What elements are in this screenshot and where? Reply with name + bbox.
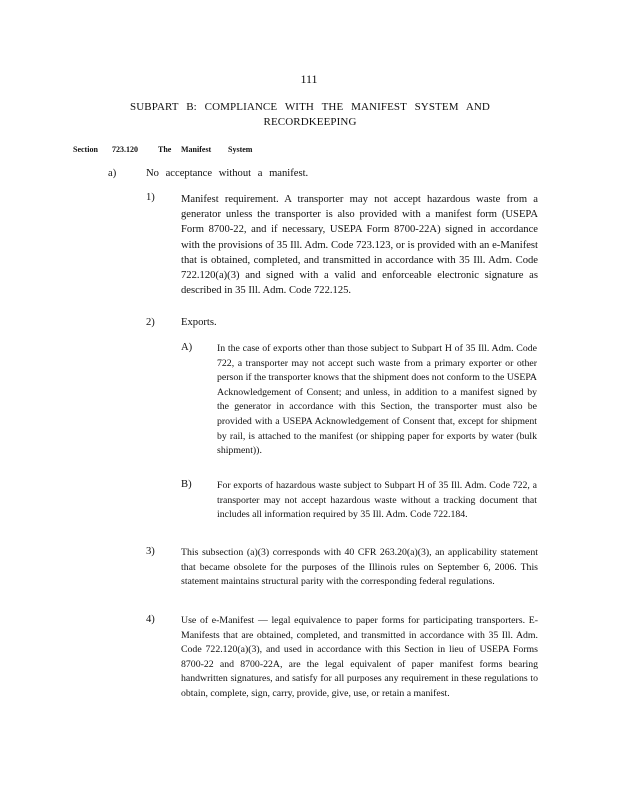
subitem-a-label: A) xyxy=(181,342,193,353)
subitem-a-text: In the case of exports other than those subject to Subpart H of 35 Ill. Adm. Code 722, a transporter may not accept such waste from a primary exporter or other person if the transporter knows that the shipment does not conform to the USEPA Acknowledgement of Consent; and unless, in addition to a manifest signed by the generator in accordance with this Section, the transporter must also be provided with a USEPA Acknowledgement of Consent that, except for shipment by rail, is attached to the manifest (or shipping paper for exports by water (bulk shipment)). xyxy=(217,343,537,457)
subitem-b-text: For exports of hazardous waste subject to Subpart H of 35 Ill. Adm. Code 722, a transporter may not accept hazardous waste without a tracking document that includes all information required by 35 Ill. Adm. Code 722.184. xyxy=(217,480,537,521)
section-number: 723.120 xyxy=(112,145,138,154)
item-2-label: 2) xyxy=(146,317,155,328)
item-2-text: Exports. xyxy=(181,317,217,328)
item-3-label: 3) xyxy=(146,546,155,557)
subitem-b-label: B) xyxy=(181,479,192,490)
subsection-a-label: a) xyxy=(108,168,117,179)
item-1-label: 1) xyxy=(146,192,155,203)
subpart-heading: SUBPART B: COMPLIANCE WITH THE MANIFEST SYSTEM AND RECORDKEEPING xyxy=(130,101,490,128)
section-title-word-3: System xyxy=(228,145,253,154)
section-label: Section xyxy=(73,145,98,154)
item-3-text: This subsection (a)(3) corresponds with 40 CFR 263.20(a)(3), an applicability statement that became obsolete for the purposes of the Illinois rules on September 6, 2006. This statement maintains structural parity with the corresponding federal regulations. xyxy=(181,547,538,588)
subsection-a-text: No acceptance without a manifest. xyxy=(146,168,309,179)
item-1-text: Manifest requirement. A transporter may not accept hazardous waste from a generator unless the transporter is also provided with a manifest form (USEPA Form 8700-22, and if necessary, USEPA Form 8700-22A) signed in accordance with the provisions of 35 Ill. Adm. Code 723.123, or is provided with an e-Manifest that is obtained, completed, and transmitted in accordance with 35 Ill. Adm. Code 722.120(a)(3) and signed with a valid and enforceable electronic signature as described in 35 Ill. Adm. Code 722.125. xyxy=(181,194,538,297)
item-4-label: 4) xyxy=(146,614,155,625)
item-4-text: Use of e-Manifest — legal equivalence to paper forms for participating transporters. E-Manifests that are obtained, completed, and transmitted in accordance with 35 Ill. Adm. Code 722.120(a)(3), and used in accordance with this Section in lieu of USEPA Forms 8700-22 and 8700-22A, are the legal equivalent of paper manifest forms bearing handwritten signatures, and satisfy for all purposes any requirement in these regulations to obtain, complete, sign, carry, provide, give, use, or retain a manifest. xyxy=(181,615,538,699)
page-number: 111 xyxy=(300,72,318,86)
section-title-word-1: The xyxy=(158,145,172,154)
section-title-word-2: Manifest xyxy=(181,145,212,154)
